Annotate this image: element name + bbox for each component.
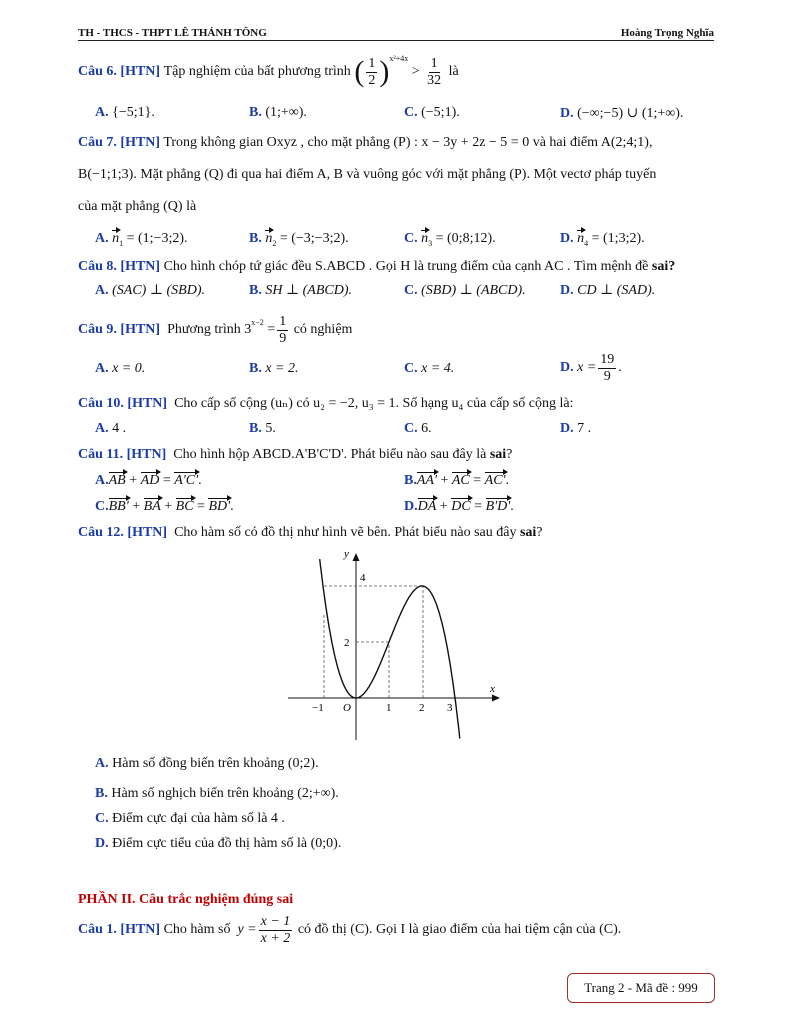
answer-option[interactable]: B. SH ⊥ (ABCD). bbox=[249, 283, 352, 298]
answer-option[interactable]: B. (1;+∞). bbox=[249, 105, 307, 120]
y-tick-label: 2 bbox=[344, 637, 350, 649]
answer-option[interactable]: B. 5. bbox=[249, 421, 276, 436]
question-11: Câu 11. [HTN] Cho hình hộp ABCD.A'B'C'D'. Phát biểu nào sau đây là sai? bbox=[78, 447, 513, 462]
emphasis: sai bbox=[489, 447, 507, 462]
emphasis: sai? bbox=[651, 259, 676, 274]
answer-option[interactable]: C. Điểm cực đại của hàm số là 4 . bbox=[95, 811, 285, 826]
answer-option[interactable]: B. Hàm số nghịch biến trên khoảng (2;+∞). bbox=[95, 786, 339, 801]
answer-option[interactable]: D.DA + DC = B'D'. bbox=[404, 499, 514, 514]
answer-option[interactable]: A. 4 . bbox=[95, 421, 127, 436]
answer-option[interactable]: A.AB + AD = A'C'. bbox=[95, 473, 202, 488]
answer-option[interactable]: D. Điểm cực tiểu của đồ thị hàm số là (0;0). bbox=[95, 836, 342, 851]
answer-option[interactable]: B. x = 2. bbox=[249, 361, 299, 376]
answer-option[interactable]: D. CD ⊥ (SAD). bbox=[560, 283, 656, 298]
question-text: B(−1;1;3). Mặt phẳng (Q) đi qua hai điểm A, B và vuông góc với mặt phẳng (P). Một vectơ pháp tuyến bbox=[78, 167, 657, 182]
answer-option[interactable]: A. x = 0. bbox=[95, 361, 146, 376]
part2-question-1: Câu 1. [HTN] Cho hàm số y = $\frac{x - 1}{x + 2}$ có đồ thị (C). Gọi I là giao điểm của hai tiệm cận của (C). bbox=[78, 913, 622, 946]
question-7: Câu 7. [HTN] Trong không gian Oxyz , cho mặt phẳng (P) : x − 3y + 2z − 5 = 0 và hai điểm A(2;4;1), bbox=[78, 135, 653, 150]
exponent: x²+4x bbox=[389, 54, 409, 63]
header-school: TH - THCS - THPT LÊ THÁNH TÔNG bbox=[78, 27, 267, 39]
answer-option[interactable]: C. (SBD) ⊥ (ABCD). bbox=[404, 283, 526, 298]
page-footer: Trang 2 - Mã đề : 999 bbox=[567, 973, 715, 1003]
answer-option[interactable]: C.BB' + BA + BC = BD'. bbox=[95, 499, 234, 514]
question-text: Tập nghiệm của bất phương trình bbox=[163, 64, 351, 79]
y-axis-arrow bbox=[353, 553, 360, 561]
answer-option[interactable]: C. 6. bbox=[404, 421, 432, 436]
question-8: Câu 8. [HTN] Cho hình chóp tứ giác đều S.ABCD . Gọi H là trung điểm của cạnh AC . Tìm mệnh đề sai? bbox=[78, 259, 676, 274]
x-tick-label: 1 bbox=[386, 702, 392, 714]
question-9: Câu 9. [HTN] Phương trình 3 $^{x-2}$ = $\frac{1}{9}$ có nghiệm bbox=[78, 313, 353, 346]
answer-option[interactable]: B.AA' + AC = AC'. bbox=[404, 473, 510, 488]
x-tick-label: −1 bbox=[312, 702, 324, 714]
answer-option[interactable]: C. x = 4. bbox=[404, 361, 455, 376]
origin-label: O bbox=[343, 702, 351, 714]
base-fraction: $\frac{1}{2}$ bbox=[368, 55, 376, 88]
question-10: Câu 10. [HTN] Cho cấp số cộng (uₙ) có u₂ = −2, u₃ = 1. Số hạng u₄ của cấp số cộng là: bbox=[78, 396, 574, 411]
answer-option[interactable]: A. Hàm số đồng biến trên khoảng (0;2). bbox=[95, 756, 319, 771]
y-axis-label: y bbox=[344, 548, 349, 560]
x-tick-label: 3 bbox=[447, 702, 453, 714]
header-divider bbox=[78, 40, 714, 41]
x-axis-arrow bbox=[492, 695, 500, 702]
fraction: $\frac{x - 1}{x + 2}$ bbox=[260, 913, 291, 946]
answer-option[interactable]: C. $n_3$ = (0;8;12). bbox=[404, 231, 496, 248]
question-tag: [HTN] bbox=[120, 64, 161, 79]
x-tick-label: 2 bbox=[419, 702, 425, 714]
answer-option[interactable]: A. {−5;1}. bbox=[95, 105, 155, 120]
answer-option[interactable]: D. x = $\frac{19}{9}$ . bbox=[560, 351, 622, 384]
answer-option[interactable]: D. (−∞;−5) ∪ (1;+∞). bbox=[560, 106, 684, 121]
fraction: $\frac{1}{9}$ bbox=[279, 313, 287, 346]
x-axis-label: x bbox=[490, 683, 495, 695]
answer-option[interactable]: D. 7 . bbox=[560, 421, 592, 436]
header-author: Hoàng Trọng Nghĩa bbox=[620, 27, 714, 39]
section-title: PHẦN II. Câu trắc nghiệm đúng sai bbox=[78, 892, 294, 907]
question-text: của mặt phẳng (Q) là bbox=[78, 199, 197, 214]
y-tick-label: 4 bbox=[360, 572, 366, 584]
function-graph bbox=[280, 545, 510, 745]
answer-option[interactable]: B. $n_2$ = (−3;−3;2). bbox=[249, 231, 349, 248]
rhs-fraction: $\frac{1}{32}$ bbox=[427, 55, 442, 88]
question-number: Câu 6. bbox=[78, 64, 117, 79]
answer-option[interactable]: A. $n_1$ = (1;−3;2). bbox=[95, 231, 188, 248]
answer-option[interactable]: A. (SAC) ⊥ (SBD). bbox=[95, 283, 205, 298]
emphasis: sai bbox=[519, 525, 537, 540]
answer-option[interactable]: C. (−5;1). bbox=[404, 105, 460, 120]
question-6: Câu 6. [HTN] Tập nghiệm của bất phương trình ( $\frac{1}{2}$ ) $^{x^2+4x}$ > $\frac{1}{32}$ là bbox=[78, 54, 459, 88]
question-12: Câu 12. [HTN] Cho hàm số có đồ thị như hình vẽ bên. Phát biểu nào sau đây sai? bbox=[78, 525, 543, 540]
answer-option[interactable]: D. $n_4$ = (1;3;2). bbox=[560, 231, 645, 248]
